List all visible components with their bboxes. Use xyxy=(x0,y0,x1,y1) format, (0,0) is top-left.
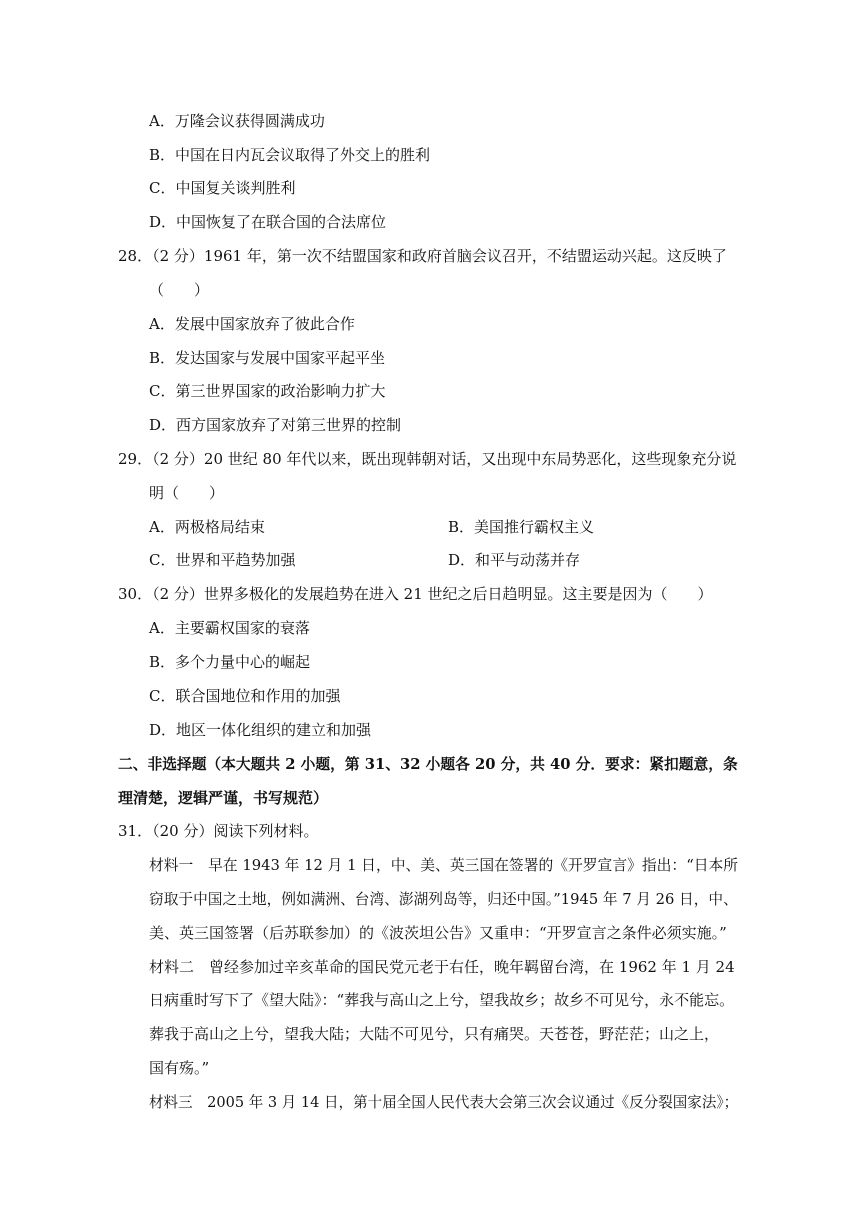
q31-material3-line1: 材料三 2005 年 3 月 14 日，第十届全国人民代表大会第三次会议通过《反分裂国家法》； xyxy=(149,1093,739,1111)
q31-material2-line3: 葬我于高山之上兮，望我大陆；大陆不可见兮，只有痛哭。天苍苍，野茫茫；山之上， xyxy=(149,1025,720,1043)
q30-option-b: B．多个力量中心的崛起 xyxy=(149,653,311,671)
q29-stem-line1: 29．（2 分）20 世纪 80 年代以来，既出现韩朝对话，又出现中东局势恶化，这些现象充分说 xyxy=(118,450,737,468)
q31-material2-line2: 日病重时写下了《望大陆》：“葬我与高山之上兮，望我故乡；故乡不可见兮，永不能忘。 xyxy=(149,991,735,1009)
q31-stem: 31．（20 分）阅读下列材料。 xyxy=(118,822,319,840)
q28-option-a: A．发展中国家放弃了彼此合作 xyxy=(149,315,355,333)
q28-stem-line1: 28．（2 分）1961 年，第一次不结盟国家和政府首脑会议召开，不结盟运动兴起。这反映了 xyxy=(118,247,727,265)
q27-option-c: C．中国复关谈判胜利 xyxy=(149,179,296,197)
q31-material2-line1: 材料二 曾经参加过辛亥革命的国民党元老于右任，晚年羁留台湾，在 1962 年 1 月 24 xyxy=(149,958,735,976)
q31-material1-line2: 窃取于中国之土地，例如满洲、台湾、澎湖列岛等，归还中国。”1945 年 7 月 26 日，中、 xyxy=(149,890,738,908)
q27-option-b: B．中国在日内瓦会议取得了外交上的胜利 xyxy=(149,146,431,164)
q31-material2-line4: 国有殇。” xyxy=(149,1059,210,1077)
q27-option-d: D．中国恢复了在联合国的合法席位 xyxy=(149,213,387,231)
q28-option-b: B．发达国家与发展中国家平起平坐 xyxy=(149,349,386,367)
q29-option-d: D．和平与动荡并存 xyxy=(448,551,581,569)
q29-option-c: C．世界和平趋势加强 xyxy=(149,551,296,569)
q30-option-a: A．主要霸权国家的衰落 xyxy=(149,619,310,637)
q27-option-a: A．万隆会议获得圆满成功 xyxy=(149,112,325,130)
section2-heading-line1: 二、非选择题（本大题共 2 小题，第 31、32 小题各 20 分，共 40 分．要求：紧扣题意，条 xyxy=(118,755,738,773)
q31-material1-line1: 材料一 早在 1943 年 12 月 1 日，中、美、英三国在签署的《开罗宣言》指出：“日本所 xyxy=(149,856,739,874)
q28-option-d: D．西方国家放弃了对第三世界的控制 xyxy=(149,416,402,434)
q28-option-c: C．第三世界国家的政治影响力扩大 xyxy=(149,382,386,400)
q30-option-c: C．联合国地位和作用的加强 xyxy=(149,687,341,705)
section2-heading-line2: 理清楚，逻辑严谨，书写规范） xyxy=(118,789,329,807)
q30-option-d: D．地区一体化组织的建立和加强 xyxy=(149,721,372,739)
q29-option-a: A．两极格局结束 xyxy=(149,518,265,536)
q31-material1-line3: 美、英三国签署（后苏联参加）的《波茨坦公告》又重申：“开罗宣言之条件必须实施。” xyxy=(149,924,727,942)
q28-stem-line2: （ ） xyxy=(149,281,210,299)
q29-stem-line2: 明（ ） xyxy=(149,484,225,502)
q30-stem: 30．（2 分）世界多极化的发展趋势在进入 21 世纪之后日趋明显。这主要是因为（ ） xyxy=(118,585,713,603)
q29-option-b: B．美国推行霸权主义 xyxy=(448,518,595,536)
